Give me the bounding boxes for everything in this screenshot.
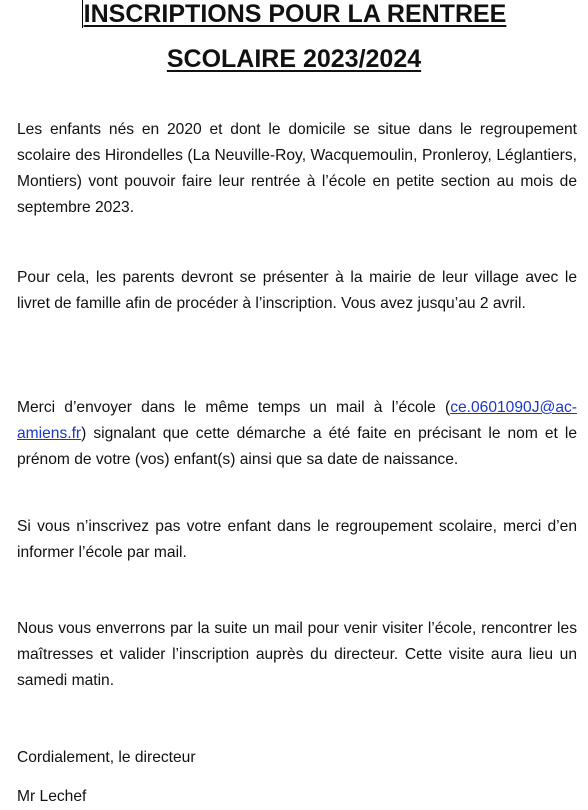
paragraph-email-request	[17, 395, 577, 473]
paragraph-eligibility: Les enfants nés en 2020 et dont le domicile se situe dans le regroupement scolaire des Hirondelles (La Neuville-Roy, Wacquemoulin, Pronleroy, Léglantiers, Montiers) vont pouvoir faire leur rentrée à l’école en petite section au mois de septembre 2023.	[17, 121, 577, 216]
paragraph-no-registration: Si vous n’inscrivez pas votre enfant dans le regroupement scolaire, merci d’en informer l’école par mail.	[17, 518, 577, 561]
title-line-1-text: INSCRIPTIONS POUR LA RENTREE	[83, 0, 507, 28]
document-title-line-2: SCOLAIRE 2023/2024	[166, 45, 422, 73]
document-title-line-1	[0, 0, 588, 30]
signature-name: Mr Lechef	[17, 788, 87, 805]
email-request-text-after: ) signalant que cette démarche a été faite en précisant le nom et le prénom de votre (vos) enfant(s) ainsi que sa date de naissance.	[17, 425, 577, 468]
closing-line: Cordialement, le directeur	[17, 749, 196, 766]
text-cursor	[82, 0, 83, 28]
paragraph-school-visit: Nous vous enverrons par la suite un mail pour venir visiter l’école, rencontrer les maîtresses et valider l’inscription auprès du directeur. Cette visite aura lieu un samedi matin.	[17, 620, 577, 689]
email-request-text-before: Merci d’envoyer dans le même temps un mail à l’école (	[17, 399, 451, 416]
paragraph-registration: Pour cela, les parents devront se présenter à la mairie de leur village avec le livret de famille afin de procéder à l’inscription. Vous avez jusqu’au 2 avril.	[17, 269, 577, 312]
school-email-link[interactable]: ce.0601090J@ac-amiens.fr	[17, 399, 577, 442]
